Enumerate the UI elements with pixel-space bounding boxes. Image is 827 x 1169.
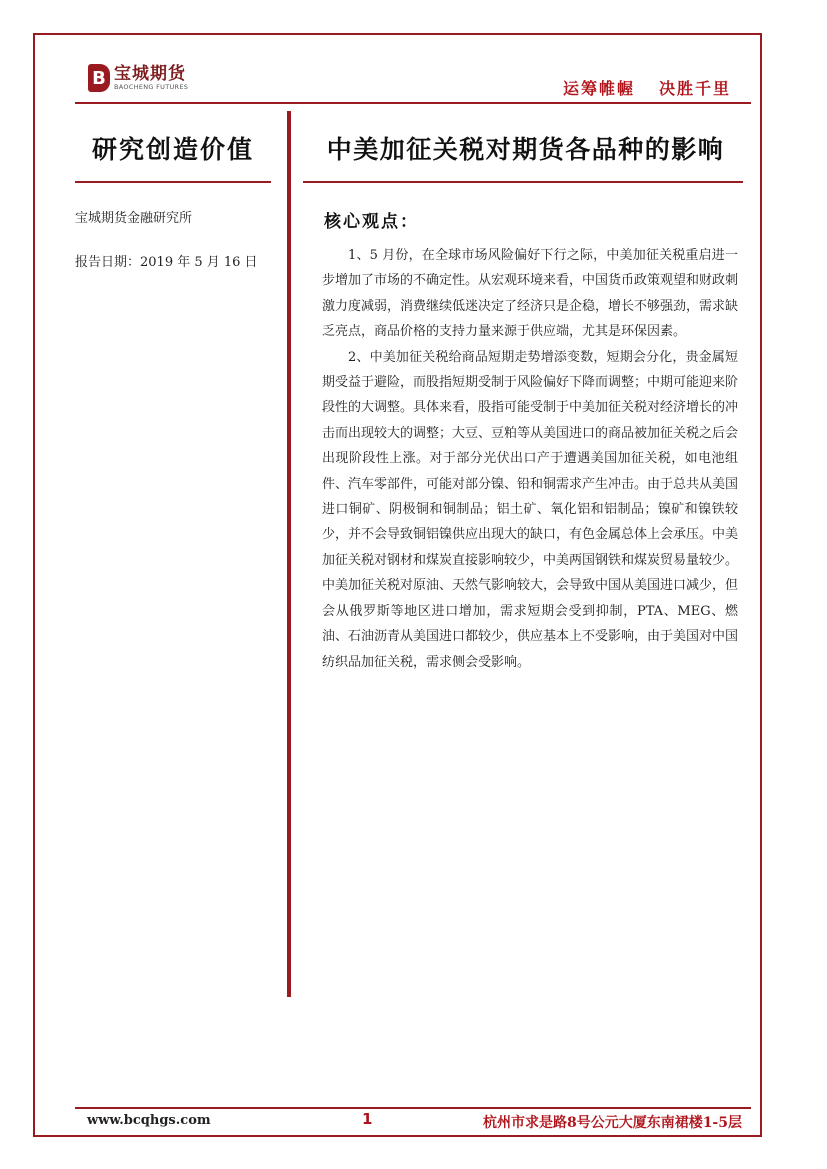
left-title: 研究创造价值 xyxy=(91,135,254,164)
logo-name-en: BAOCHENG FUTURES xyxy=(114,82,189,91)
report-title: 中美加征关税对期货各品种的影响 xyxy=(326,135,725,164)
slogan-right: 决胜千里 xyxy=(658,79,731,98)
section-heading: 核心观点： xyxy=(324,212,419,232)
body-text xyxy=(322,243,738,675)
paragraph-1: 1、5 月份，在全球市场风险偏好下行之际，中美加征关税重启进一步增加了市场的不确定性。从宏观环境来看，中国货币政策观望和财政刺激力度减弱，消费继续低迷决定了经济只是企稳，增长不够强劲，需求缺乏亮点，商品价格的支持力量来源于供应端，尤其是环保因素。 xyxy=(322,248,739,340)
column-divider xyxy=(287,111,291,997)
logo-text xyxy=(114,65,188,92)
report-title-underline xyxy=(303,181,743,183)
left-title-underline xyxy=(75,181,271,183)
slogan-left: 运筹帷幄 xyxy=(562,79,635,98)
footer-divider xyxy=(75,1107,751,1109)
paragraph-2: 2、中美加征关税给商品短期走势增添变数，短期会分化，贵金属短期受益于避险，而股指短期受制于风险偏好下降而调整；中期可能迎来阶段性的大调整。具体来看，股指可能受制于中美加征关税对经济增长的冲击而出现较大的调整；大豆、豆粕等从美国进口的商品被加征关税之后会出现阶段性上涨。对于部分光伏出口产于遭遇美国加征关税，如电池组件、汽车零部件，可能对部分镍、铅和铜需求产生冲击。由于总共从美国进口铜矿、阴极铜和铜制品；铝土矿、氧化铝和铝制品；镍矿和镍铁较少，并不会导致铜铝镍供应出现大的缺口，有色金属总体上会承压。中美加征关税对钢材和煤炭直接影响较少，中美两国钢铁和煤炭贸易量较少。中美加征关税对原油、天然气影响较大，会导致中国从美国进口减少，但会从俄罗斯等地区进口增加，需求短期会受到抑制，PTA、MEG、燃油、石油沥青从美国进口都较少，供应基本上不受影响，由于美国对中国纺织品加征关税，需求侧会受影响。 xyxy=(322,349,739,670)
institute-name: 宝城期货金融研究所 xyxy=(75,211,193,226)
logo-icon: B xyxy=(88,64,110,92)
company-logo xyxy=(88,64,188,92)
report-date: 报告日期：2019 年 5 月 16 日 xyxy=(75,255,258,270)
footer-website-link[interactable]: www.bcqhgs.com xyxy=(87,1113,211,1128)
logo-name-cn: 宝城期货 xyxy=(114,63,186,84)
footer-address: 杭州市求是路8号公元大厦东南裙楼1-5层 xyxy=(482,1115,742,1131)
page-number: 1 xyxy=(362,1110,373,1128)
header-divider xyxy=(75,102,751,104)
slogan xyxy=(563,76,731,99)
